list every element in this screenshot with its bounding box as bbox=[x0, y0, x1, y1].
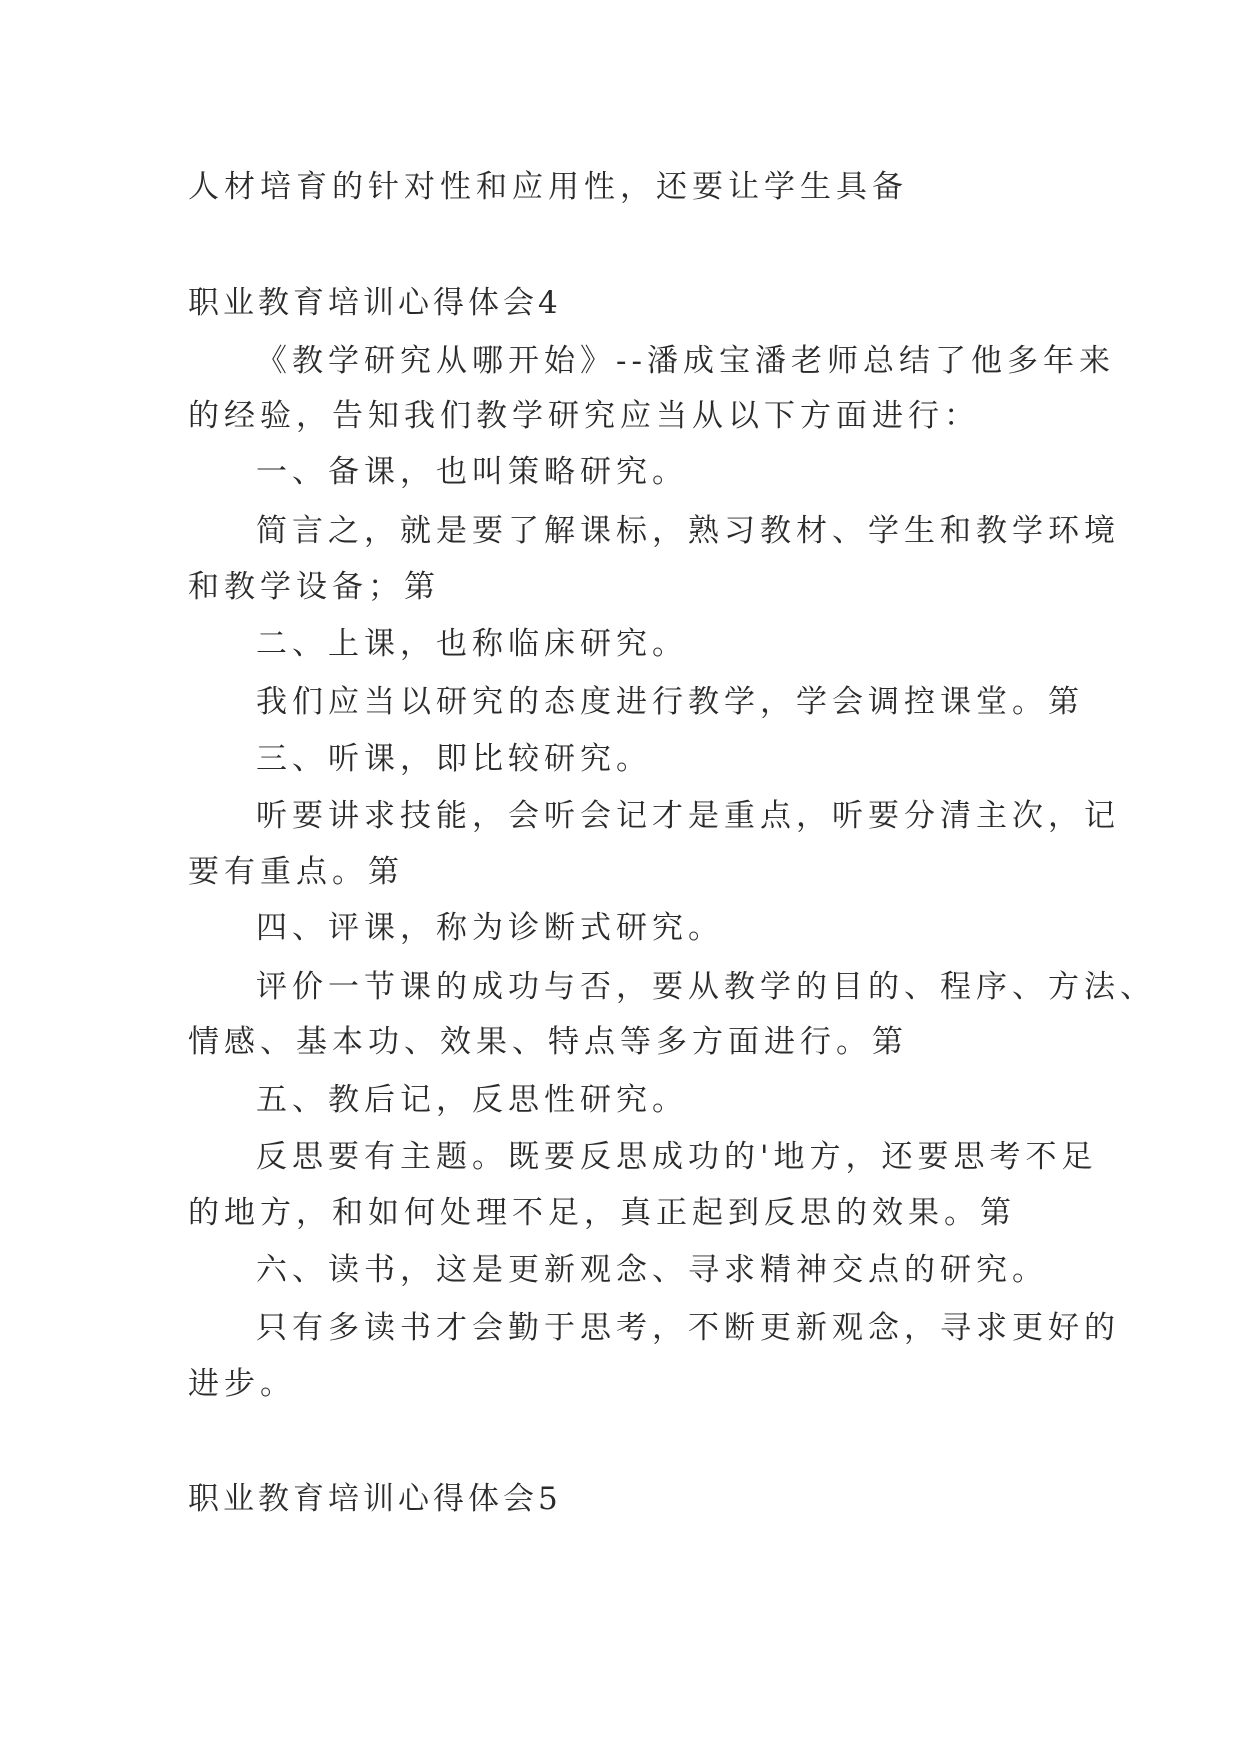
section-4-title: 职业教育培训心得体会4 bbox=[188, 285, 562, 321]
paragraph-line: 评价一节课的成功与否，要从教学的目的、程序、方法、 bbox=[256, 969, 1156, 1005]
list-item-heading: 二、上课，也称临床研究。 bbox=[256, 626, 688, 662]
paragraph-line: 情感、基本功、效果、特点等多方面进行。第 bbox=[188, 1024, 908, 1060]
paragraph-line: 《教学研究从哪开始》--潘成宝潘老师总结了他多年来 bbox=[256, 343, 1115, 379]
paragraph-line: 要有重点。第 bbox=[188, 854, 404, 890]
list-item-heading: 五、教后记，反思性研究。 bbox=[256, 1082, 688, 1118]
paragraph-line: 只有多读书才会勤于思考，不断更新观念，寻求更好的 bbox=[256, 1310, 1120, 1346]
paragraph-line: 听要讲求技能，会听会记才是重点，听要分清主次，记 bbox=[256, 798, 1120, 834]
paragraph-line: 进步。 bbox=[188, 1366, 296, 1402]
list-item-heading: 四、评课，称为诊断式研究。 bbox=[256, 910, 724, 946]
paragraph-line: 我们应当以研究的态度进行教学，学会调控课堂。第 bbox=[256, 684, 1084, 720]
list-item-heading: 三、听课，即比较研究。 bbox=[256, 741, 652, 777]
list-item-heading: 六、读书，这是更新观念、寻求精神交点的研究。 bbox=[256, 1252, 1048, 1288]
paragraph-line: 和教学设备；第 bbox=[188, 569, 440, 605]
paragraph-line: 的地方，和如何处理不足，真正起到反思的效果。第 bbox=[188, 1195, 1016, 1231]
paragraph-line: 的经验，告知我们教学研究应当从以下方面进行： bbox=[188, 398, 980, 434]
top-fragment-text: 人材培育的针对性和应用性，还要让学生具备 bbox=[188, 169, 908, 205]
paragraph-line: 简言之，就是要了解课标，熟习教材、学生和教学环境 bbox=[256, 513, 1120, 549]
paragraph-line: 反思要有主题。既要反思成功的'地方，还要思考不足 bbox=[256, 1139, 1098, 1175]
section-5-title: 职业教育培训心得体会5 bbox=[188, 1481, 562, 1517]
list-item-heading: 一、备课，也叫策略研究。 bbox=[256, 454, 688, 490]
